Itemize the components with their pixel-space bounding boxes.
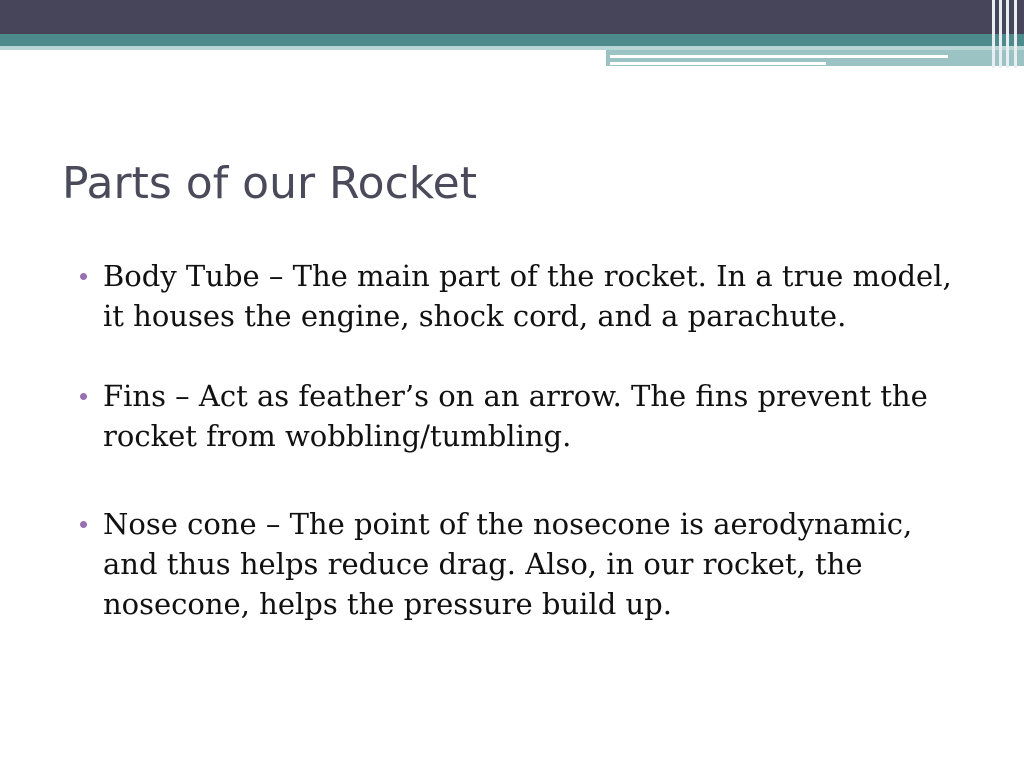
bullet-item-body-tube [80,256,963,336]
bullet-item-fins [80,376,963,456]
bullet-list [80,256,980,664]
header-accent-line [610,62,826,65]
bullet-marker [80,273,87,280]
bullet-text: Fins – Act as feather’s on an arrow. The fins prevent the rocket from wobbling/tumbling. [103,379,928,453]
bullet-text: Nose cone – The point of the nosecone is aerodynamic, and thus helps reduce drag. Also, in our rocket, the nosecone, helps the pressure build up. [103,507,913,621]
bullet-marker [80,393,87,400]
bullet-marker [80,521,87,528]
bullet-item-nose-cone [80,504,963,624]
header-accent-line [610,55,948,58]
slide-title: Parts of our Rocket [62,158,477,209]
header-band-dark [0,0,1024,34]
header-band-teal [0,34,1024,46]
header-stripes [990,0,1024,68]
bullet-text: Body Tube – The main part of the rocket. In a true model, it houses the engine, shock cord, and a parachute. [103,259,952,333]
